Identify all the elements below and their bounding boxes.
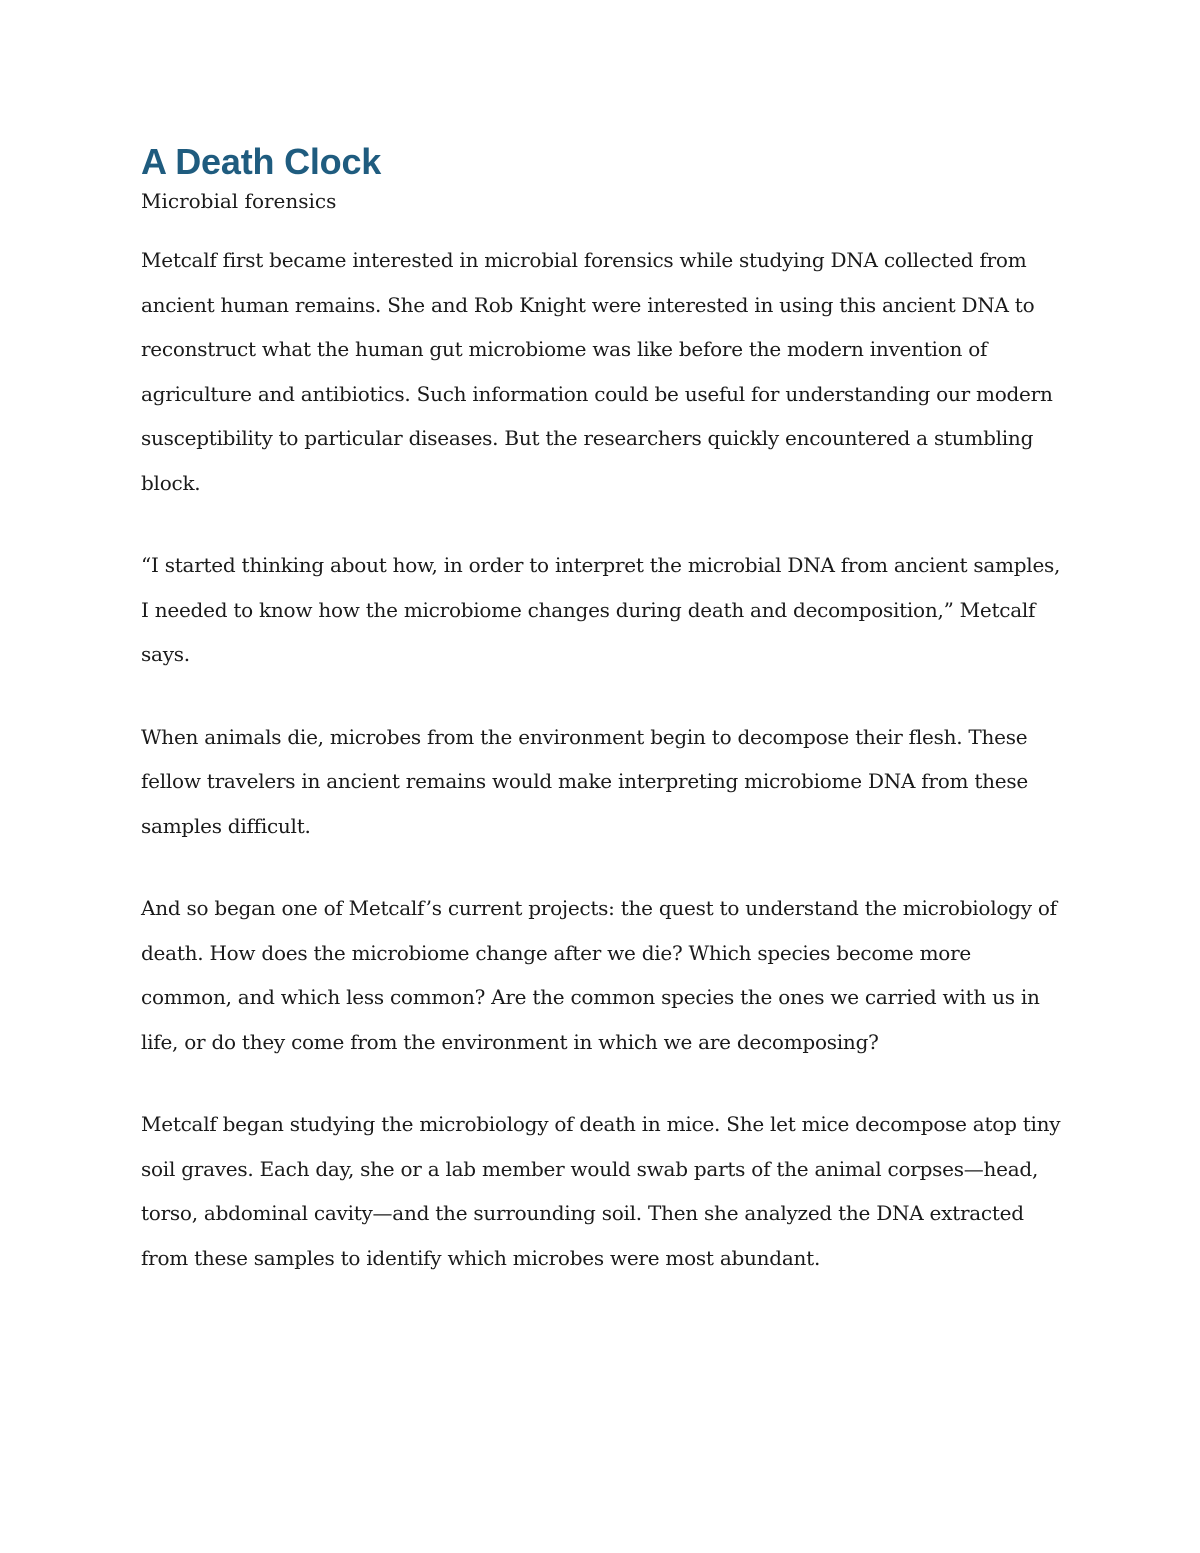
paragraph-4: And so began one of Metcalf’s current projects: the quest to understand the microbiology of death. How does the microbiome change after we die? Which species become more common, and which less common? Are the common species the ones we carried with us in life, or do they come from the environment in which we are decomposing? xyxy=(141,896,1057,1054)
document-content xyxy=(141,138,1066,1280)
document-subtitle: Microbial forensics xyxy=(141,189,337,213)
paragraph-2: “I started thinking about how, in order to interpret the microbial DNA from ancient samples, I needed to know how the microbiome changes during death and decomposition,” Metcalf says. xyxy=(141,553,1061,666)
paragraph-1: Metcalf first became interested in microbial forensics while studying DNA collected from ancient human remains. She and Rob Knight were interested in using this ancient DNA to reconstruct what the human gut microbiome was like before the modern invention of agriculture and antibiotics. Such information could be useful for understanding our modern susceptibility to particular diseases. But the researchers quickly encountered a stumbling block. xyxy=(141,248,1053,495)
paragraph-5: Metcalf began studying the microbiology of death in mice. She let mice decompose atop tiny soil graves. Each day, she or a lab member would swab parts of the animal corpses—head, torso, abdominal cavity—and the surrounding soil. Then she analyzed the DNA extracted from these samples to identify which microbes were most abundant. xyxy=(141,1112,1061,1270)
document-title: A Death Clock xyxy=(141,141,382,182)
paragraph-3: When animals die, microbes from the environment begin to decompose their flesh. These fellow travelers in ancient remains would make interpreting microbiome DNA from these samples difficult. xyxy=(141,724,1028,838)
